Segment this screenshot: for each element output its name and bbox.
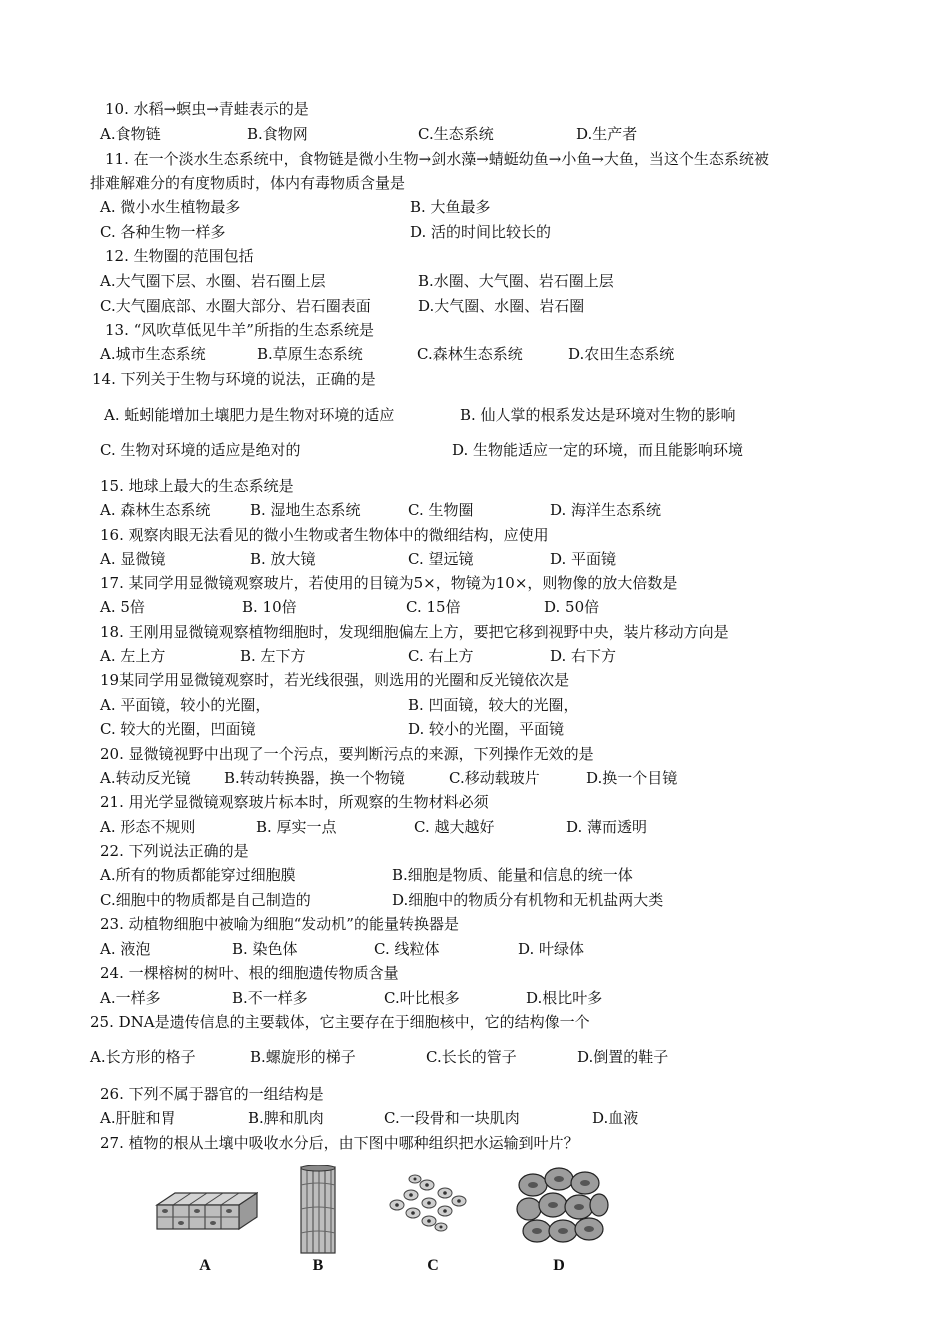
q11-option-b: B. 大鱼最多 xyxy=(410,198,491,216)
q10-stem: 10. 水稻→螟虫→青蛙表示的是 xyxy=(105,100,309,118)
q12-option-d: D.大气圈、水圈、岩石圈 xyxy=(418,297,585,315)
q16-stem: 16. 观察肉眼无法看见的微小生物或者生物体中的微细结构，应使用 xyxy=(100,526,549,544)
q23-option-a: A. 液泡 xyxy=(100,940,151,958)
q19-option-b: B. 凹面镜，较大的光圈， xyxy=(408,696,579,714)
q26-option-c: C.一段骨和一块肌肉 xyxy=(384,1109,520,1127)
tissue-a-image xyxy=(153,1165,258,1245)
q25-option-b: B.螺旋形的梯子 xyxy=(250,1048,356,1066)
q24-option-d: D.根比叶多 xyxy=(526,989,603,1007)
q21-option-b: B. 厚实一点 xyxy=(256,818,337,836)
q19-option-a: A. 平面镜，较小的光圈， xyxy=(100,696,271,714)
q25-stem: 25. DNA是遗传信息的主要载体，它主要存在于细胞核中，它的结构像一个 xyxy=(90,1013,590,1031)
q20-stem: 20. 显微镜视野中出现了一个污点，要判断污点的来源，下列操作无效的是 xyxy=(100,745,594,763)
q15-option-d: D. 海洋生态系统 xyxy=(550,501,662,519)
q13-option-c: C.森林生态系统 xyxy=(417,345,523,363)
q12-option-c: C.大气圈底部、水圈大部分、岩石圈表面 xyxy=(100,297,371,315)
q26-stem: 26. 下列不属于器官的一组结构是 xyxy=(100,1085,324,1103)
q15-stem: 15. 地球上最大的生态系统是 xyxy=(100,477,294,495)
q22-option-a: A.所有的物质都能穿过细胞膜 xyxy=(100,866,296,884)
q13-stem: 13. “风吹草低见牛羊”所指的生态系统是 xyxy=(105,321,374,339)
q18-option-b: B. 左下方 xyxy=(240,647,306,665)
q14-stem: 14. 下列关于生物与环境的说法，正确的是 xyxy=(92,370,376,388)
q19-option-c: C. 较大的光圈，凹面镜 xyxy=(100,720,256,738)
q15-option-c: C. 生物圈 xyxy=(408,501,474,519)
q17-option-c: C. 15倍 xyxy=(406,598,461,616)
q23-option-b: B. 染色体 xyxy=(232,940,298,958)
q10-option-c: C.生态系统 xyxy=(418,125,494,143)
q13-option-a: A.城市生态系统 xyxy=(100,345,206,363)
q22-option-d: D.细胞中的物质分有机物和无机盐两大类 xyxy=(392,891,664,909)
q11-option-a: A. 微小水生植物最多 xyxy=(100,198,241,216)
q12-option-a: A.大气圈下层、水圈、岩石圈上层 xyxy=(100,272,326,290)
q12-option-b: B.水圈、大气圈、岩石圈上层 xyxy=(418,272,614,290)
q18-stem: 18. 王刚用显微镜观察植物细胞时，发现细胞偏左上方，要把它移到视野中央，装片移动方向是 xyxy=(100,623,729,641)
q22-option-c: C.细胞中的物质都是自己制造的 xyxy=(100,891,311,909)
q26-option-a: A.肝脏和胃 xyxy=(100,1109,176,1127)
tissue-b-label: B xyxy=(312,1257,324,1274)
tissue-b-image xyxy=(293,1165,343,1255)
tissue-c-image xyxy=(383,1165,473,1245)
q20-option-c: C.移动载玻片 xyxy=(449,769,540,787)
q17-option-d: D. 50倍 xyxy=(544,598,600,616)
q20-option-b: B.转动转换器，换一个物镜 xyxy=(224,769,405,787)
q23-option-d: D. 叶绿体 xyxy=(518,940,585,958)
q27-stem: 27. 植物的根从土壤中吸收水分后，由下图中哪种组织把水运输到叶片？ xyxy=(100,1134,579,1152)
q21-stem: 21. 用光学显微镜观察玻片标本时，所观察的生物材料必须 xyxy=(100,793,489,811)
tissue-c-label: C xyxy=(427,1257,439,1274)
q18-option-d: D. 右下方 xyxy=(550,647,617,665)
tissue-a-label: A xyxy=(199,1257,211,1274)
q14-option-d: D. 生物能适应一定的环境，而且能影响环境 xyxy=(452,441,744,459)
q17-option-b: B. 10倍 xyxy=(242,598,297,616)
q16-option-d: D. 平面镜 xyxy=(550,550,617,568)
q25-option-d: D.倒置的鞋子 xyxy=(577,1048,669,1066)
q24-option-a: A.一样多 xyxy=(100,989,161,1007)
q11-stem-line1: 11. 在一个淡水生态系统中，食物链是微小生物→剑水藻→蜻蜓幼鱼→小鱼→大鱼，当这个生态系统被 xyxy=(105,150,769,168)
q15-option-a: A. 森林生态系统 xyxy=(100,501,211,519)
q24-option-c: C.叶比根多 xyxy=(384,989,460,1007)
q11-option-d: D. 活的时间比较长的 xyxy=(410,223,552,241)
q16-option-a: A. 显微镜 xyxy=(100,550,166,568)
q25-option-c: C.长长的管子 xyxy=(426,1048,517,1066)
q15-option-b: B. 湿地生态系统 xyxy=(250,501,361,519)
q10-option-b: B.食物网 xyxy=(247,125,308,143)
q21-option-a: A. 形态不规则 xyxy=(100,818,196,836)
q23-stem: 23. 动植物细胞中被喻为细胞“发动机”的能量转换器是 xyxy=(100,915,459,933)
q20-option-d: D.换一个目镜 xyxy=(586,769,678,787)
q17-option-a: A. 5倍 xyxy=(100,598,145,616)
q19-stem: 19某同学用显微镜观察时，若光线很强，则选用的光圈和反光镜依次是 xyxy=(100,671,570,689)
q21-option-c: C. 越大越好 xyxy=(414,818,495,836)
q26-option-d: D.血液 xyxy=(592,1109,639,1127)
q16-option-c: C. 望远镜 xyxy=(408,550,474,568)
tissue-d-image xyxy=(515,1165,610,1250)
q25-option-a: A.长方形的格子 xyxy=(90,1048,196,1066)
q12-stem: 12. 生物圈的范围包括 xyxy=(105,247,254,265)
q14-option-b: B. 仙人掌的根系发达是环境对生物的影响 xyxy=(460,406,736,424)
tissue-figure xyxy=(145,1165,625,1285)
q11-option-c: C. 各种生物一样多 xyxy=(100,223,226,241)
q14-option-c: C. 生物对环境的适应是绝对的 xyxy=(100,441,301,459)
q22-option-b: B.细胞是物质、能量和信息的统一体 xyxy=(392,866,633,884)
q20-option-a: A.转动反光镜 xyxy=(100,769,191,787)
q26-option-b: B.脾和肌肉 xyxy=(248,1109,324,1127)
q19-option-d: D. 较小的光圈，平面镜 xyxy=(408,720,565,738)
tissue-d-label: D xyxy=(553,1257,565,1274)
q11-stem-line2: 排难解难分的有度物质时，体内有毒物质含量是 xyxy=(90,174,406,192)
q23-option-c: C. 线粒体 xyxy=(374,940,440,958)
q22-stem: 22. 下列说法正确的是 xyxy=(100,842,249,860)
q18-option-a: A. 左上方 xyxy=(100,647,166,665)
q10-option-d: D.生产者 xyxy=(576,125,638,143)
q24-option-b: B.不一样多 xyxy=(232,989,308,1007)
q16-option-b: B. 放大镜 xyxy=(250,550,316,568)
q21-option-d: D. 薄而透明 xyxy=(566,818,648,836)
q24-stem: 24. 一棵榕树的树叶、根的细胞遗传物质含量 xyxy=(100,964,399,982)
q13-option-d: D.农田生态系统 xyxy=(568,345,675,363)
q13-option-b: B.草原生态系统 xyxy=(257,345,363,363)
q17-stem: 17. 某同学用显微镜观察玻片，若使用的目镜为5×，物镜为10×，则物像的放大倍数是 xyxy=(100,574,678,592)
q14-option-a: A. 蚯蚓能增加土壤肥力是生物对环境的适应 xyxy=(104,406,395,424)
q18-option-c: C. 右上方 xyxy=(408,647,474,665)
q10-option-a: A.食物链 xyxy=(100,125,161,143)
